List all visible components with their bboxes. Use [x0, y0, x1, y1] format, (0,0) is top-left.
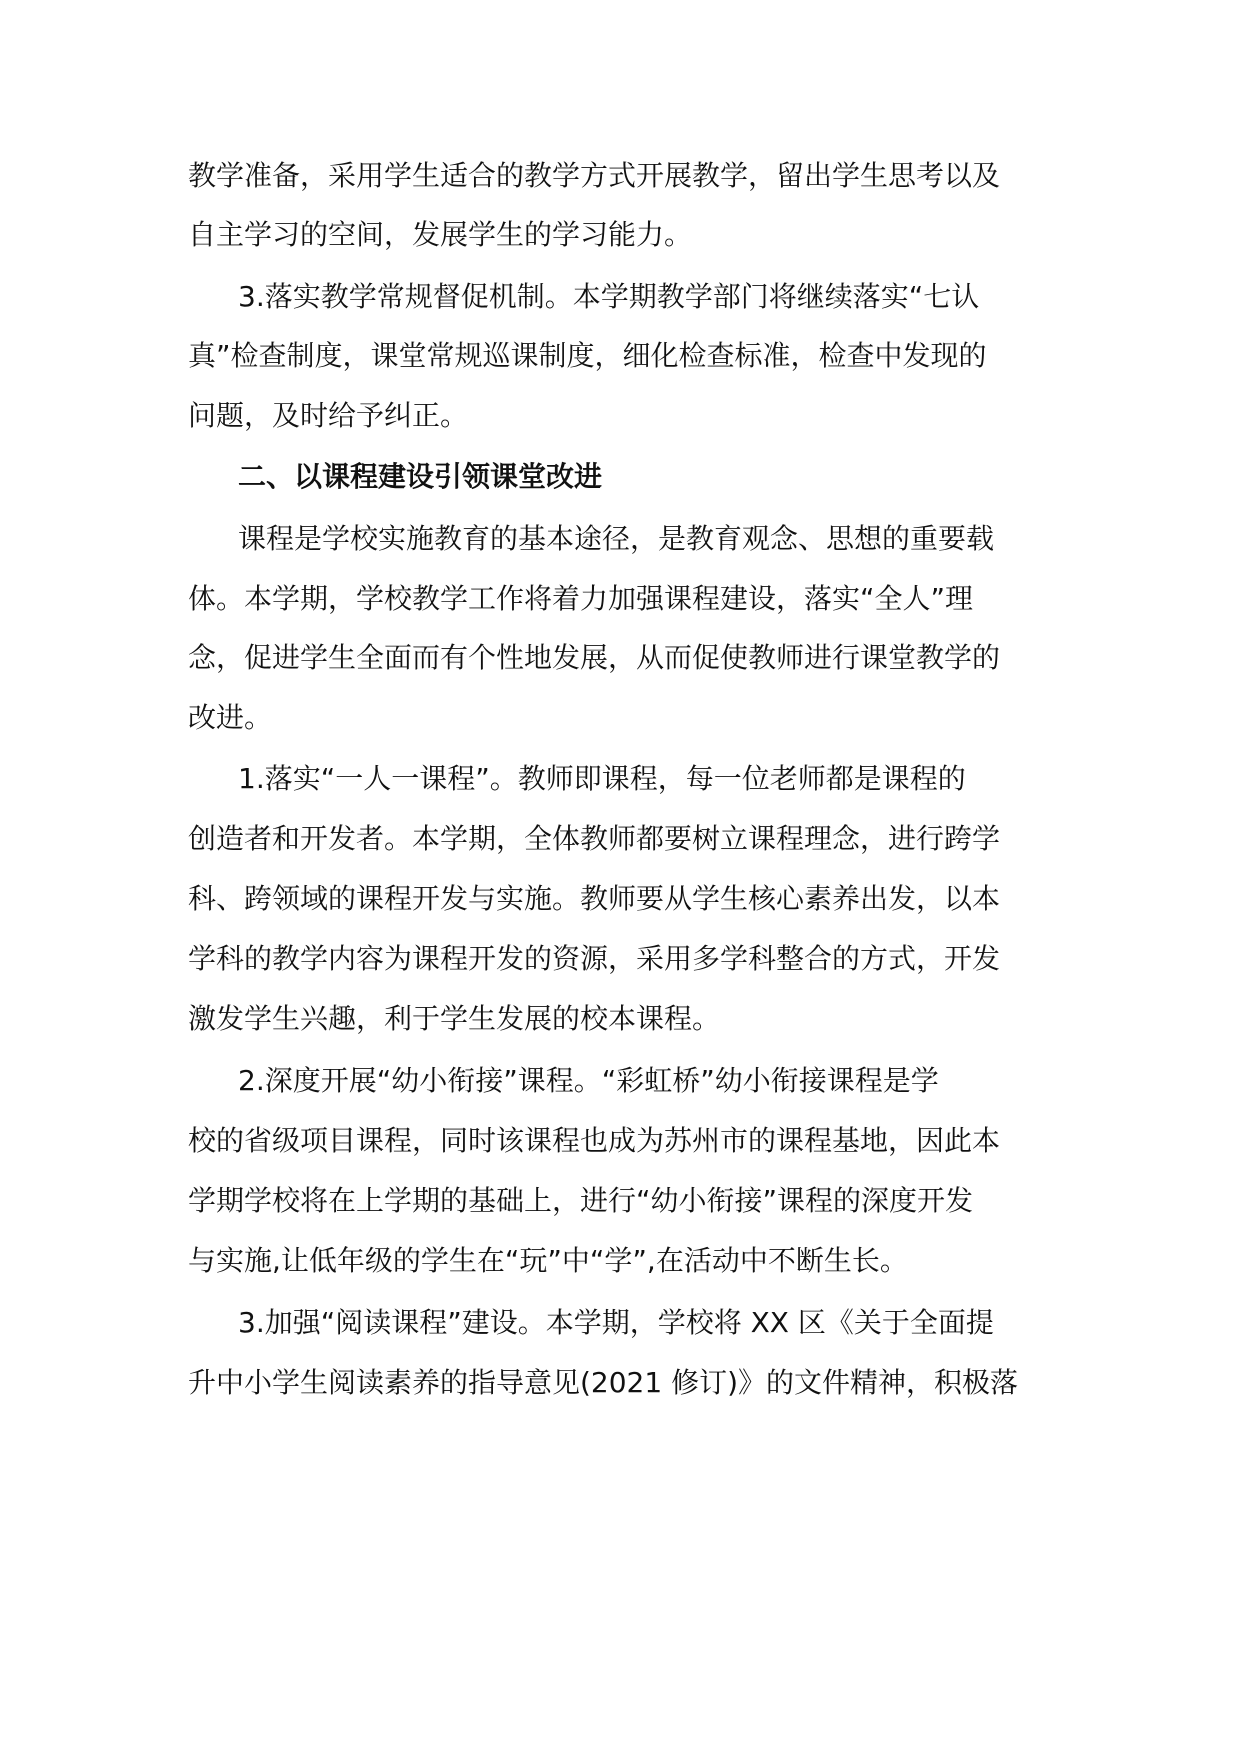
paragraph-line: 课程是学校实施教育的基本途径，是教育观念、思想的重要载: [238, 522, 995, 555]
paragraph-line: 3.加强“阅读课程”建设。本学期，学校将 XX 区《关于全面提: [238, 1306, 994, 1339]
paragraph-line: 创造者和开发者。本学期，全体教师都要树立课程理念，进行跨学: [188, 822, 1001, 855]
paragraph-line: 升中小学生阅读素养的指导意见(2021 修订)》的文件精神，积极落: [188, 1366, 1019, 1399]
paragraph-line: 与实施,让低年级的学生在“玩”中“学”,在活动中不断生长。: [188, 1244, 908, 1277]
paragraph-line: 教学准备，采用学生适合的教学方式开展教学，留出学生思考以及: [188, 159, 1001, 192]
paragraph-line: 体。本学期，学校教学工作将着力加强课程建设，落实“全人”理: [188, 582, 974, 615]
paragraph-line: 2.深度开展“幼小衔接”课程。“彩虹桥”幼小衔接课程是学: [238, 1064, 939, 1097]
paragraph-line: 3.落实教学常规督促机制。本学期教学部门将继续落实“七认: [238, 280, 980, 313]
paragraph-line: 问题，及时给予纠正。: [188, 399, 469, 432]
paragraph-line: 校的省级项目课程，同时该课程也成为苏州市的课程基地，因此本: [188, 1124, 1001, 1157]
paragraph-line: 自主学习的空间，发展学生的学习能力。: [188, 218, 693, 251]
paragraph-line: 科、跨领域的课程开发与实施。教师要从学生核心素养出发，以本: [188, 882, 1001, 915]
paragraph-line: 改进。: [188, 701, 273, 734]
paragraph-line: 激发学生兴趣，利于学生发展的校本课程。: [188, 1002, 721, 1035]
paragraph-line: 真”检查制度，课堂常规巡课制度，细化检查标准，检查中发现的: [188, 339, 987, 372]
paragraph-line: 念，促进学生全面而有个性地发展，从而促使教师进行课堂教学的: [188, 641, 1001, 674]
paragraph-line: 学期学校将在上学期的基础上，进行“幼小衔接”课程的深度开发: [188, 1184, 974, 1217]
section-heading: 二、以课程建设引领课堂改进: [238, 460, 603, 493]
paragraph-line: 1.落实“一人一课程”。教师即课程，每一位老师都是课程的: [238, 762, 966, 795]
paragraph-line: 学科的教学内容为课程开发的资源，采用多学科整合的方式，开发: [188, 942, 1001, 975]
